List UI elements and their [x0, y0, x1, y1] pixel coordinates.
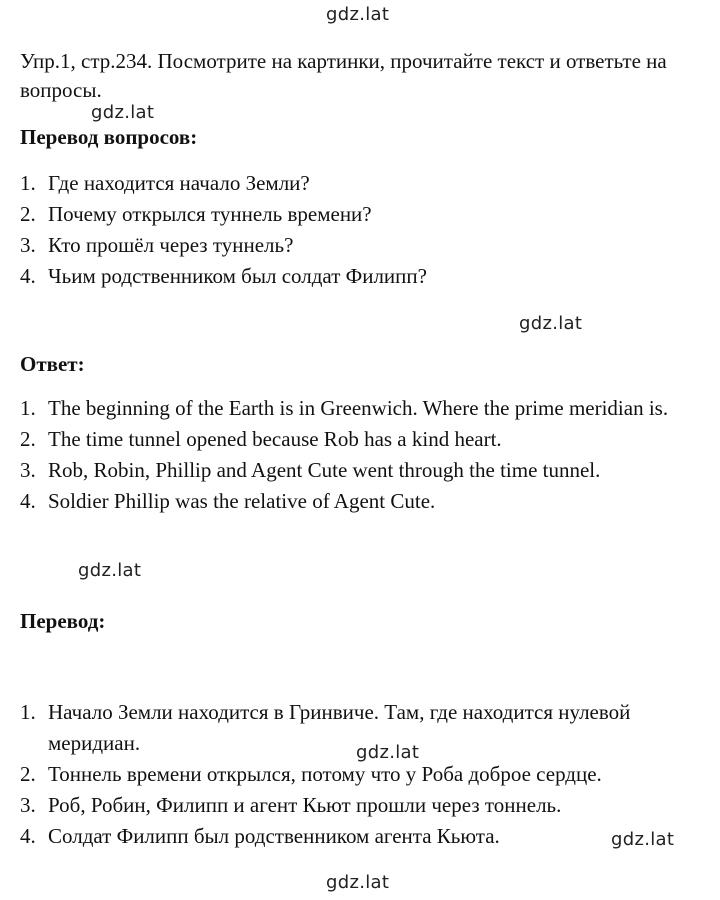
- item-number: 2.: [20, 427, 36, 451]
- list-item: [20, 199, 700, 230]
- item-number: 3.: [20, 458, 36, 482]
- exercise-intro: Упр.1, стр.234. Посмотрите на картинки, прочитайте текст и ответьте на вопросы.: [20, 49, 667, 102]
- watermark: gdz.lat: [326, 4, 390, 25]
- item-text: The time tunnel opened because Rob has a kind heart.: [48, 427, 502, 451]
- item-number: 3.: [20, 793, 36, 817]
- item-number: 2.: [20, 202, 36, 226]
- translation-list: [20, 697, 700, 852]
- list-item: [20, 424, 700, 455]
- item-text: Rob, Robin, Phillip and Agent Cute went through the time tunnel.: [48, 458, 601, 482]
- translation-heading: Перевод:: [20, 609, 106, 633]
- watermark: gdz.lat: [78, 560, 142, 581]
- list-item: [20, 230, 700, 261]
- questions-heading: Перевод вопросов:: [20, 125, 198, 149]
- item-number: 4.: [20, 489, 36, 513]
- item-text: Почему открылся туннель времени?: [48, 202, 372, 226]
- item-text: Кто прошёл через туннель?: [48, 233, 294, 257]
- item-number: 1.: [20, 171, 36, 195]
- item-number: 4.: [20, 824, 36, 848]
- watermark: gdz.lat: [356, 742, 420, 763]
- item-number: 1.: [20, 700, 36, 724]
- watermark: gdz.lat: [91, 102, 155, 123]
- item-text: Soldier Phillip was the relative of Agent Cute.: [48, 489, 436, 513]
- item-number: 1.: [20, 396, 36, 420]
- list-item: [20, 393, 700, 424]
- questions-list: [20, 168, 700, 292]
- list-item: [20, 261, 700, 292]
- item-number: 2.: [20, 762, 36, 786]
- item-text: Солдат Филипп был родственником агента Кьюта.: [48, 824, 500, 848]
- item-text: Где находится начало Земли?: [48, 171, 310, 195]
- watermark: gdz.lat: [519, 313, 583, 334]
- item-text: The beginning of the Earth is in Greenwich. Where the prime meridian is.: [48, 396, 669, 420]
- list-item: [20, 821, 700, 852]
- answer-list: [20, 393, 700, 517]
- item-text: Роб, Робин, Филипп и агент Кьют прошли через тоннель.: [48, 793, 562, 817]
- item-number: 4.: [20, 264, 36, 288]
- item-text: Начало Земли находится в Гринвиче. Там, где находится нулевой меридиан.: [48, 700, 631, 755]
- list-item: [20, 697, 700, 759]
- watermark: gdz.lat: [326, 872, 390, 893]
- watermark: gdz.lat: [611, 829, 675, 850]
- list-item: [20, 168, 700, 199]
- list-item: [20, 455, 700, 486]
- item-text: Тоннель времени открылся, потому что у Роба доброе сердце.: [48, 762, 602, 786]
- answer-heading: Ответ:: [20, 352, 85, 376]
- item-number: 3.: [20, 233, 36, 257]
- item-text: Чьим родственником был солдат Филипп?: [48, 264, 427, 288]
- list-item: [20, 790, 700, 821]
- list-item: [20, 759, 700, 790]
- list-item: [20, 486, 700, 517]
